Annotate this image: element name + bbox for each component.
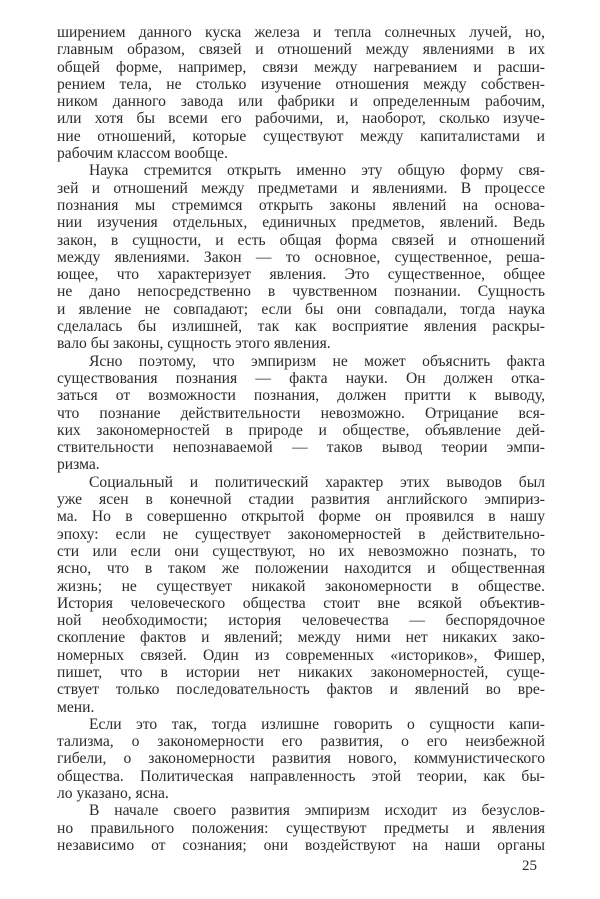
text-line: Наука стремится открыть именно эту общую форму свя- xyxy=(89,162,545,180)
text-line: не дано непосредственно в чувственном познании. Сущность xyxy=(57,283,545,301)
text-line: ником данного завода или фабрики и определенным рабочим, xyxy=(57,93,545,111)
text-line: эпоху: если не существует закономерностей в действительно- xyxy=(57,525,545,543)
text-line: нии изучения отдельных, единичных предметов, явлений. Ведь xyxy=(57,214,545,232)
text-line: сти или если они существуют, но их невозможно познать, то xyxy=(57,542,545,560)
text-line: между явлениями. Закон — то основное, существенное, реша- xyxy=(57,248,545,266)
text-line: ясно, что в таком же положении находится и общественная xyxy=(57,560,545,578)
text-line: зей и отношений между предметами и явлениями. В процессе xyxy=(57,179,545,197)
text-line: но правильного положения: существуют предметы и явления xyxy=(57,819,545,837)
text-line: ствительности непознаваемой — таков вывод теории эмпи- xyxy=(57,439,545,457)
paragraph xyxy=(57,24,545,162)
text-line: ствует только последовательность фактов и явлений во вре- xyxy=(57,681,545,699)
text-line: вало бы законы, сущность этого явления. xyxy=(57,335,331,353)
text-line: познания мы стремимся открыть законы явлений на основа- xyxy=(57,196,545,214)
text-line: сделалась бы излишней, так как восприятие явления раскры- xyxy=(57,318,545,336)
text-line: ющее, что характеризует явления. Это существенное, общее xyxy=(57,266,545,284)
text-line: Если это так, тогда излишне говорить о сущности капи- xyxy=(89,715,545,733)
text-line: ширением данного куска железа и тепла солнечных лучей, но, xyxy=(57,24,545,41)
page-body xyxy=(57,24,545,854)
text-line: существования познания — факта науки. Он должен отка- xyxy=(57,369,545,387)
text-line: ло указано, ясна. xyxy=(57,785,169,803)
text-line: ких закономерностей в природе и обществе, объявление дей- xyxy=(57,421,545,439)
text-line: независимо от сознания; они воздействуют на наши органы xyxy=(57,836,545,854)
paragraph xyxy=(57,474,545,716)
text-line: общества. Политическая направленность этой теории, как бы- xyxy=(57,767,545,785)
page-number: 25 xyxy=(522,858,537,874)
text-line: уже ясен в конечной стадии развития английского эмпириз- xyxy=(57,491,545,509)
text-line: ной необходимости; история человечества — беспорядочное xyxy=(57,612,545,630)
paragraph xyxy=(57,353,545,474)
text-line: главным образом, связей и отношений между явлениями в их xyxy=(57,41,545,59)
text-line: ма. Но в совершенно открытой форме он проявился в нашу xyxy=(57,508,545,526)
text-line: номерных связей. Один из современных «историков», Фишер, xyxy=(57,646,545,664)
text-line: общей форме, например, связи между нагреванием и расши- xyxy=(57,58,545,76)
text-line: ние отношений, которые существуют между капиталистами и xyxy=(57,127,545,145)
text-line: и явление не совпадают; если бы они совпадали, тогда наука xyxy=(57,300,545,318)
paragraph xyxy=(57,716,545,802)
text-line: заться от возможности познания, должен притти к выводу, xyxy=(57,387,545,405)
text-line: скопление фактов и явлений; между ними нет никаких зако- xyxy=(57,629,545,647)
text-line: жизнь; не существует никакой закономерности в обществе. xyxy=(57,577,545,595)
text-line: или хотя бы всеми его рабочими, и, наоборот, сколько изуче- xyxy=(57,110,545,128)
text-line: тализма, о закономерности его развития, о его неизбежной xyxy=(57,733,545,751)
text-line: В начале своего развития эмпиризм исходит из безуслов- xyxy=(89,802,545,820)
paragraph xyxy=(57,802,545,854)
text-line: рабочим классом вообще. xyxy=(57,145,228,163)
text-line: пишет, что в истории нет никаких закономерностей, суще- xyxy=(57,663,545,681)
text-line: что познание действительности невозможно. Отрицание вся- xyxy=(57,404,545,422)
text-line: Социальный и политический характер этих выводов был xyxy=(89,473,545,491)
text-line: ризма. xyxy=(57,456,100,474)
text-line: рением тела, не столько изучение отношения между собствен- xyxy=(57,75,545,93)
text-line: мени. xyxy=(57,698,95,716)
text-line: История человеческого общества стоит вне всякой объектив- xyxy=(57,594,545,612)
paragraph xyxy=(57,162,545,352)
text-line: Ясно поэтому, что эмпиризм не может объяснить факта xyxy=(89,352,545,370)
text-line: гибели, о закономерности развития нового, коммунистического xyxy=(57,750,545,768)
text-line: закон, в сущности, и есть общая форма связей и отношений xyxy=(57,231,545,249)
